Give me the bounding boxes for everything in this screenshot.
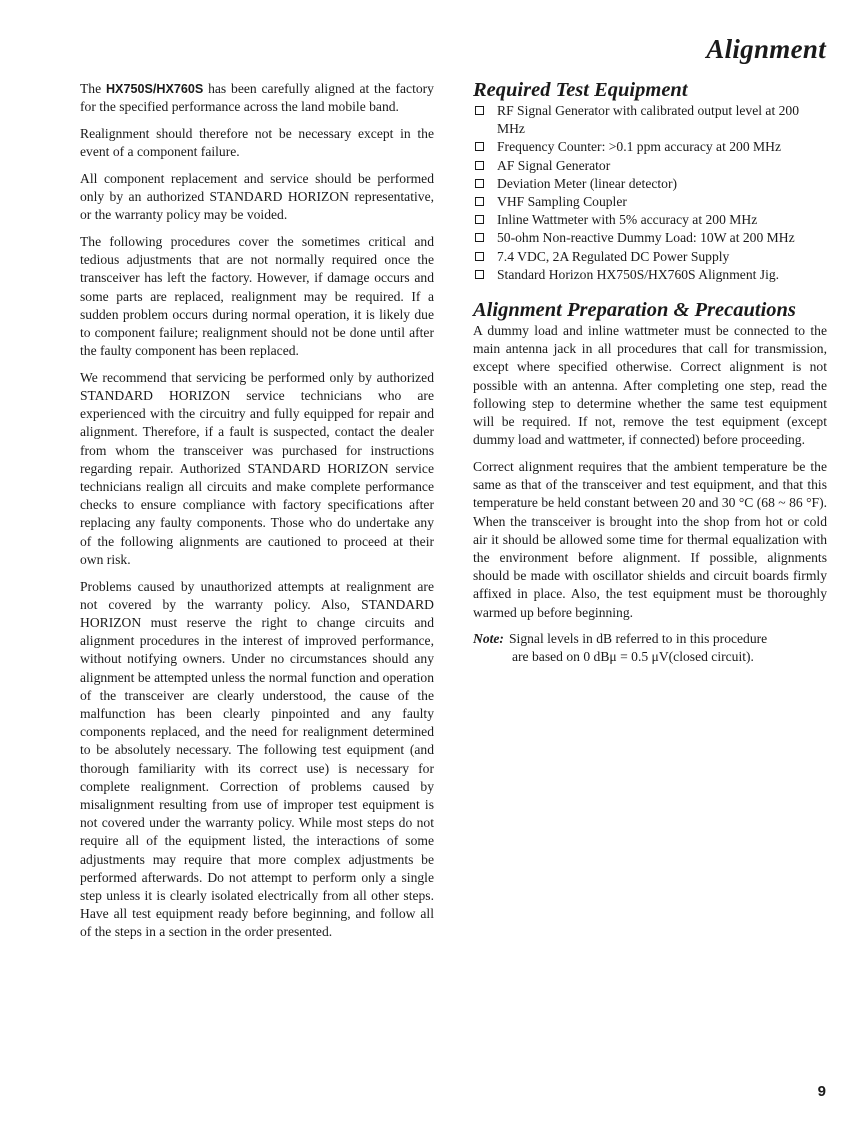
equipment-item: VHF Sampling Coupler	[473, 193, 827, 211]
equipment-item: AF Signal Generator	[473, 157, 827, 175]
model-name: HX750S/HX760S	[105, 82, 204, 96]
checkbox-icon	[475, 142, 484, 151]
note	[473, 630, 827, 666]
checkbox-icon	[475, 233, 484, 242]
section-title: Alignment	[706, 34, 826, 64]
equipment-item: 7.4 VDC, 2A Regulated DC Power Supply	[473, 248, 827, 266]
service-paragraph: All component replacement and service should be performed only by an authorized STANDARD HORIZON representative, or the warranty policy may be voided.	[80, 170, 434, 223]
equipment-item: 50-ohm Non-reactive Dummy Load: 10W at 200 MHz	[473, 229, 827, 247]
left-column	[80, 80, 434, 950]
equipment-item: Inline Wattmeter with 5% accuracy at 200 MHz	[473, 211, 827, 229]
equipment-item: Frequency Counter: >0.1 ppm accuracy at 200 MHz	[473, 138, 827, 156]
precautions-heading: Alignment Preparation & Precautions	[473, 299, 796, 322]
intro-paragraph: The HX750S/HX760S has been carefully aligned at the factory for the specified performance across the land mobile band.	[80, 81, 434, 115]
equipment-item: Standard Horizon HX750S/HX760S Alignment Jig.	[473, 266, 827, 284]
procedures-paragraph: The following procedures cover the sometimes critical and tedious adjustments that are not normally required once the transceiver has left the factory. However, if damage occurs and some parts are replaced, realignment may be required. If a sudden problem occurs during normal operation, it is likely due to component failure; realignment should not be done until after the faulty component has been replaced.	[80, 233, 434, 359]
checkbox-icon	[475, 215, 484, 224]
note-text-continued: are based on 0 dBμ = 0.5 μV(closed circuit).	[512, 649, 754, 665]
page-number: 9	[817, 1083, 826, 1100]
note-text: Signal levels in dB referred to in this procedure	[509, 631, 768, 647]
equipment-heading: Required Test Equipment	[473, 79, 688, 101]
right-column	[473, 78, 827, 667]
dummy-load-paragraph: A dummy load and inline wattmeter must be connected to the main antenna jack in all procedures that call for transmission, except where specified otherwise. Correct alignment is not possible with an antenna. After completing one step, read the following step to determine whether the same test equipment will be required. If not, remove the test equipment (except dummy load and wattmeter, if connected) before proceeding.	[473, 323, 827, 448]
intro-text: has been carefully aligned at the factory for the specified performance across the land mobile band.	[80, 81, 434, 115]
checkbox-icon	[475, 106, 484, 115]
equipment-item: Deviation Meter (linear detector)	[473, 175, 827, 193]
checkbox-icon	[475, 270, 484, 279]
realignment-paragraph: Realignment should therefore not be necessary except in the event of a component failure.	[80, 125, 434, 160]
equipment-list	[473, 102, 827, 284]
checkbox-icon	[475, 197, 484, 206]
warranty-paragraph: Problems caused by unauthorized attempts at realignment are not covered by the warranty policy. Also, STANDARD HORIZON must reserve the right to change circuits and alignment procedures in the interest of improved performance, without notifying owners. Under no circumstances should any alignment be attempted unless the normal function and operation of the transceiver are clearly understood, the cause of the malfunction has been clearly pinpointed and any faulty components replaced, and the need for realignment determined to be absolutely necessary. The following test equipment (and thorough familiarity with its correct use) is necessary for complete realignment. Correction of problems caused by misalignment resulting from use of improper test equipment is not covered under the warranty policy. While most steps do not require all of the equipment listed, the interactions of some adjustments may require that more complex adjustments be performed afterwards. Do not attempt to perform only a single step unless it is clearly isolated electrically from all other steps. Have all test equipment ready before beginning, and follow all of the steps in a section in the order presented.	[80, 578, 434, 940]
checkbox-icon	[475, 252, 484, 261]
checkbox-icon	[475, 179, 484, 188]
equipment-item: RF Signal Generator with calibrated output level at 200 MHz	[473, 102, 827, 138]
checkbox-icon	[475, 161, 484, 170]
recommendation-paragraph: We recommend that servicing be performed only by authorized STANDARD HORIZON service technicians who are experienced with the circuitry and fully equipped for repair and alignment. Therefore, if a fault is suspected, contact the dealer from whom the transceiver was purchased for instructions regarding repair. Authorized STANDARD HORIZON service technicians realign all circuits and make complete performance checks to ensure compliance with factory specifications after replacing any faulty components. Those who do undertake any of the following alignments are cautioned to proceed at their own risk.	[80, 369, 434, 567]
note-label: Note:	[473, 631, 504, 647]
temperature-paragraph: Correct alignment requires that the ambient temperature be the same as that of the transceiver and test equipment, and that this temperature be held constant between 20 and 30 °C (68 ~ 86 °F). When the transceiver is brought into the shop from hot or cold air it should be allowed some time for thermal equalization with the environment before alignment. If possible, alignments should be made with oscillator shields and circuit boards firmly affixed in place. Also, the test equipment must be thoroughly warmed up before beginning.	[473, 458, 827, 620]
